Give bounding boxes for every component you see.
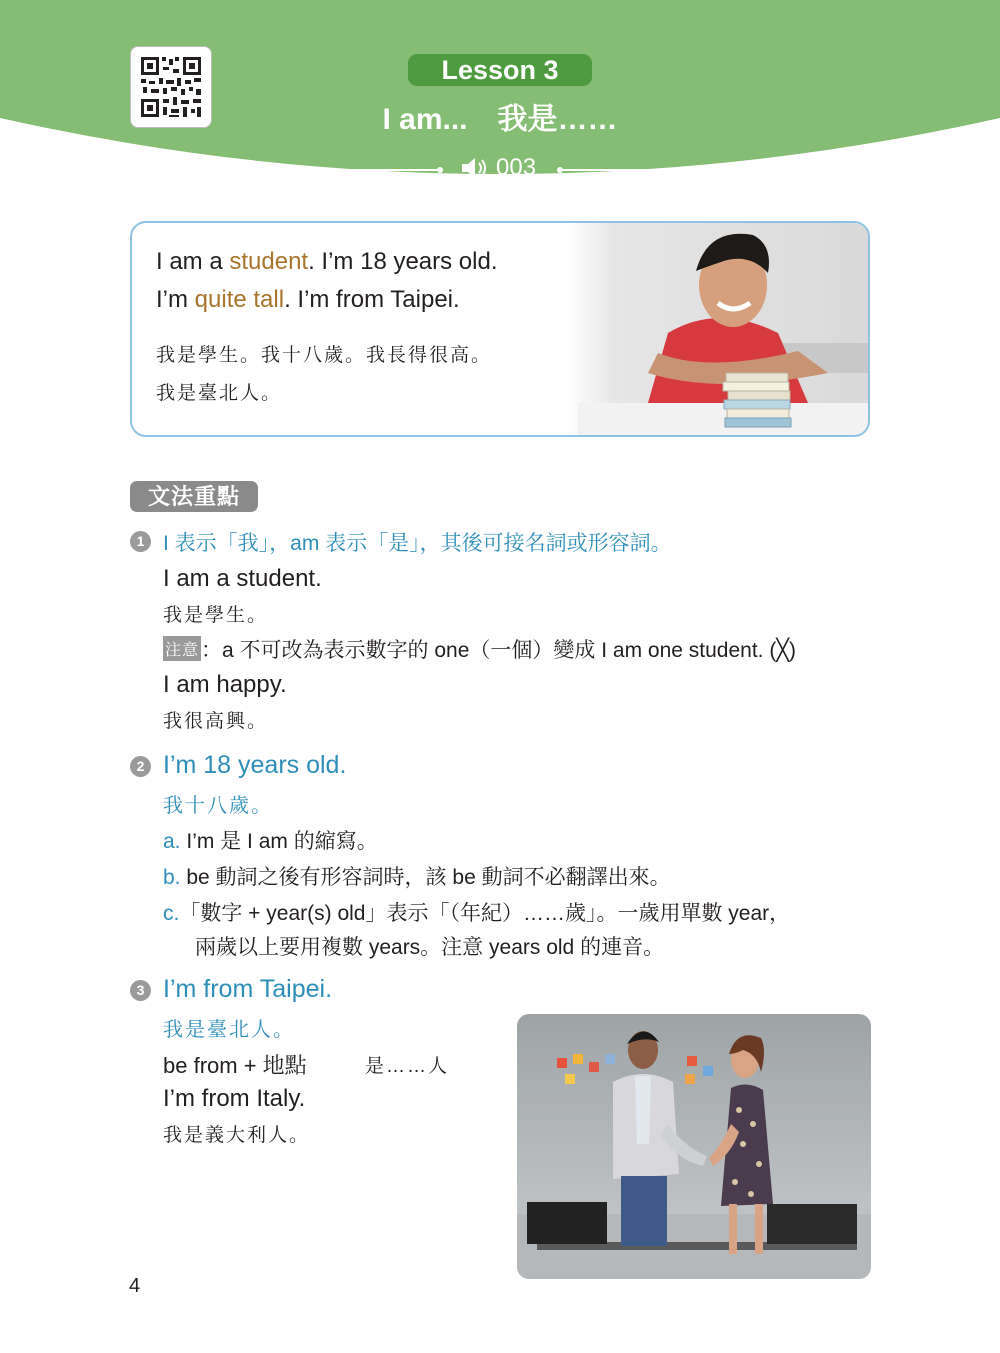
item-label: a. (163, 830, 181, 853)
note-text: ：a 不可改為表示數字的 one（一個）變成 I am one student. (╳) (201, 639, 796, 662)
point-number-3: 3 (130, 980, 151, 1001)
point-1-heading: I 表示「我」，am 表示「是」，其後可接名詞或形容詞。 (163, 532, 672, 555)
page-number: 4 (129, 1275, 141, 1297)
point-2-heading: I’m 18 years old. (163, 751, 347, 779)
example-zh: 我是義大利人。 (163, 1125, 311, 1146)
intro-text: I’m (156, 286, 195, 313)
audio-track-number: 003 (496, 154, 537, 181)
point-3-heading-zh: 我是臺北人。 (163, 1019, 295, 1041)
intro-translation-2: 我是臺北人。 (156, 383, 283, 404)
intro-highlight: quite tall (194, 286, 285, 313)
point-2-item-c-cont: 兩歲以上要用複數 years。注意 years old 的連音。 (195, 936, 665, 959)
intro-line-1 (156, 248, 498, 276)
item-text: I’m 是 I am 的縮寫。 (186, 830, 378, 853)
point-2-item-b (163, 861, 671, 891)
audio-track[interactable] (440, 150, 570, 186)
example-en: I am happy. (163, 671, 287, 698)
intro-box (130, 221, 870, 437)
item-label: c. (163, 902, 180, 925)
point-number-1: 1 (130, 531, 151, 552)
point-3-heading: I’m from Taipei. (163, 975, 333, 1003)
pattern: be from + 地點 (163, 1053, 307, 1078)
item-text: 「數字 + year(s) old」表示「（年紀）……歲」。一歲用單數 year， (179, 902, 791, 925)
example-en: I am a student. (163, 565, 322, 592)
intro-line-2 (156, 286, 460, 314)
pattern-meaning: 是……人 (365, 1056, 450, 1077)
intro-text: . I’m 18 years old. (308, 248, 498, 275)
page-title (0, 94, 1000, 138)
item-text: be 動詞之後有形容詞時，該 be 動詞不必翻譯出來。 (186, 866, 671, 889)
point-2-item-a (163, 825, 378, 855)
note-line (163, 634, 796, 664)
example-en: I’m from Italy. (163, 1085, 306, 1112)
title-en: I am... (382, 103, 468, 136)
example-zh: 我是學生。 (163, 605, 269, 626)
title-zh: 我是…… (497, 103, 618, 136)
note-label: 注意 (163, 636, 201, 661)
item-label: b. (163, 866, 181, 889)
handshake-illustration (517, 1014, 871, 1279)
point-2-item-c (163, 897, 790, 927)
point-2-heading-zh: 我十八歲。 (163, 795, 273, 817)
student-photo (568, 223, 870, 435)
intro-text: . I’m from Taipei. (284, 286, 460, 313)
speaker-icon (460, 155, 494, 181)
grammar-section-tag: 文法重點 (130, 481, 258, 512)
intro-text: I am a (156, 248, 230, 275)
intro-highlight: student (229, 248, 309, 275)
lesson-label: Lesson 3 (408, 54, 592, 86)
example-zh: 我很高興。 (163, 711, 269, 732)
point-number-2: 2 (130, 756, 151, 777)
handshake-photo (517, 1014, 871, 1279)
intro-translation-1: 我是學生。我十八歲。我長得很高。 (156, 345, 493, 366)
